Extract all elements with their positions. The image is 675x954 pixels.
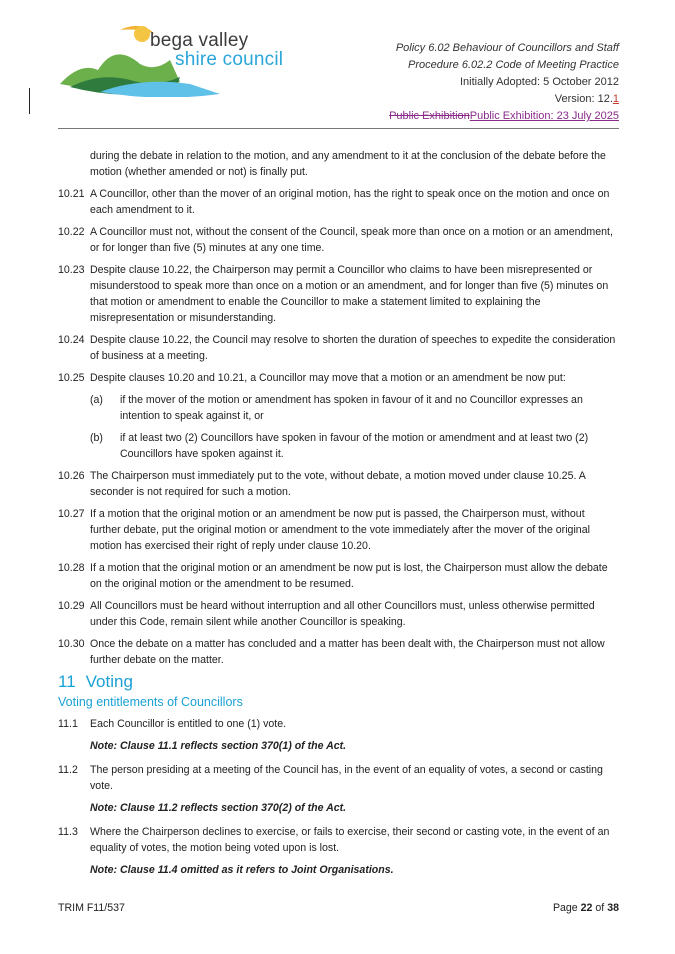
- clause-note: Note: Clause 11.4 omitted as it refers to Joint Organisations.: [90, 864, 394, 876]
- clause-text: Once the debate on a matter has concluded and a matter has been dealt with, the Chairperson must not allow further debate on the matter.: [90, 638, 605, 666]
- clause: [58, 762, 618, 794]
- subclause-text: if at least two (2) Councillors have spoken in favour of the motion or amendment and at least two (2) Councillors have spoken against it.: [120, 432, 589, 460]
- clause-number: 10.23: [58, 264, 85, 276]
- clause-text: Despite clauses 10.20 and 10.21, a Councillor may move that a motion or an amendment be now put:: [90, 372, 566, 384]
- clause-number: 10.24: [58, 334, 85, 346]
- section-heading: 11 Voting: [58, 672, 133, 691]
- clause-note: Note: Clause 11.1 reflects section 370(1) of the Act.: [90, 740, 347, 752]
- clause-number: 11.2: [58, 764, 78, 776]
- clause: [58, 370, 618, 386]
- subclause-text: if the mover of the motion or amendment has spoken in favour of it and no Councillor expresses an intention to speak against it, or: [120, 394, 583, 422]
- clause-text: Despite clause 10.22, the Council may resolve to shorten the duration of speeches to expedite the consideration of business at a meeting.: [90, 334, 616, 362]
- document-header: [389, 40, 619, 125]
- clause: [58, 262, 618, 326]
- footer-page-number: Page 22 of 38: [552, 902, 619, 914]
- clause: [58, 716, 618, 732]
- subsection-heading: Voting entitlements of Councillors: [58, 695, 243, 709]
- clause-text: Despite clause 10.22, the Chairperson may permit a Councillor who claims to have been misrepresented or misunderstood to speak more than once on a motion or an amendment, and for longer than five (5) minutes on that motion or amendment to enable the Councillor to make a statement limited to explaining the misrepresentation or misunderstanding.: [90, 264, 609, 324]
- clause-number: 11.3: [58, 826, 78, 838]
- clause-text: If a motion that the original motion or an amendment be now put is passed, the Chairperson must, without further debate, put the original motion or amendment to the vote immediately after the mover of the original motion has exercised their right of reply under clause 10.20.: [90, 508, 590, 552]
- clause-text: All Councillors must be heard without interruption and all other Councillors must, unless otherwise permitted under this Code, remain silent while another Councillor is speaking.: [90, 600, 595, 628]
- logo-text-bega-valley: bega valley: [150, 30, 249, 51]
- clause-number: 10.21: [58, 188, 85, 200]
- clause-number: 10.26: [58, 470, 85, 482]
- clause-text: Where the Chairperson declines to exercise, or fails to exercise, their second or casting vote, in the event of an equality of votes, the motion being voted upon is lost.: [90, 826, 610, 854]
- clause-text: A Councillor must not, without the consent of the Council, speak more than once on a motion or an amendment, or for longer than five (5) minutes at any one time.: [90, 226, 613, 254]
- clause: [58, 598, 618, 630]
- clause-number: 10.28: [58, 562, 85, 574]
- clause-number: 10.30: [58, 638, 85, 650]
- subclause: [90, 392, 618, 424]
- clause-number: 11.1: [58, 718, 78, 730]
- header-policy: Policy 6.02 Behaviour of Councillors and Staff: [395, 42, 619, 54]
- header-procedure: Procedure 6.02.2 Code of Meeting Practice: [408, 59, 619, 71]
- change-bar: [29, 88, 30, 114]
- subclause-label: (b): [90, 432, 103, 444]
- clause-text: The person presiding at a meeting of the Council has, in the event of an equality of votes, a second or casting vote.: [90, 764, 603, 792]
- clause: [58, 468, 618, 500]
- clause-text: Each Councillor is entitled to one (1) vote.: [90, 718, 287, 730]
- document-body: [58, 148, 618, 886]
- clause-note: Note: Clause 11.2 reflects section 370(2) of the Act.: [90, 802, 347, 814]
- clause-text: A Councillor, other than the mover of an original motion, has the right to speak once on the motion and once on each amendment to it.: [90, 188, 610, 216]
- header-adopted: Initially Adopted: 5 October 2012: [460, 76, 619, 88]
- clause-number: 10.27: [58, 508, 85, 520]
- clause-continuation: during the debate in relation to the motion, and any amendment to it at the conclusion of the debate before the motion (whether amended or not) is finally put.: [90, 150, 606, 178]
- clause: [58, 332, 618, 364]
- clause: [58, 636, 618, 668]
- header-exhibition: Public ExhibitionPublic Exhibition: 23 July 2025: [389, 110, 619, 122]
- header-version: Version: 12.1: [554, 93, 619, 105]
- clause-number: 10.25: [58, 372, 85, 384]
- clause-number: 10.29: [58, 600, 85, 612]
- clause: [58, 224, 618, 256]
- clause-number: 10.22: [58, 226, 85, 238]
- clause-text: The Chairperson must immediately put to the vote, without debate, a motion moved under clause 10.25. A seconder is not required for such a motion.: [90, 470, 586, 498]
- clause-text: If a motion that the original motion or an amendment be now put is lost, the Chairperson must allow the debate on the original motion or the amendment to be resumed.: [90, 562, 608, 590]
- clause: [58, 186, 618, 218]
- logo-text-shire-council: shire council: [175, 49, 284, 70]
- header-rule: [58, 128, 619, 129]
- clause: [58, 560, 618, 592]
- clause: [58, 506, 618, 554]
- subclause-label: (a): [90, 394, 103, 406]
- subclause: [90, 430, 618, 462]
- clause: [58, 824, 618, 856]
- footer-trim: TRIM F11/537: [58, 902, 125, 914]
